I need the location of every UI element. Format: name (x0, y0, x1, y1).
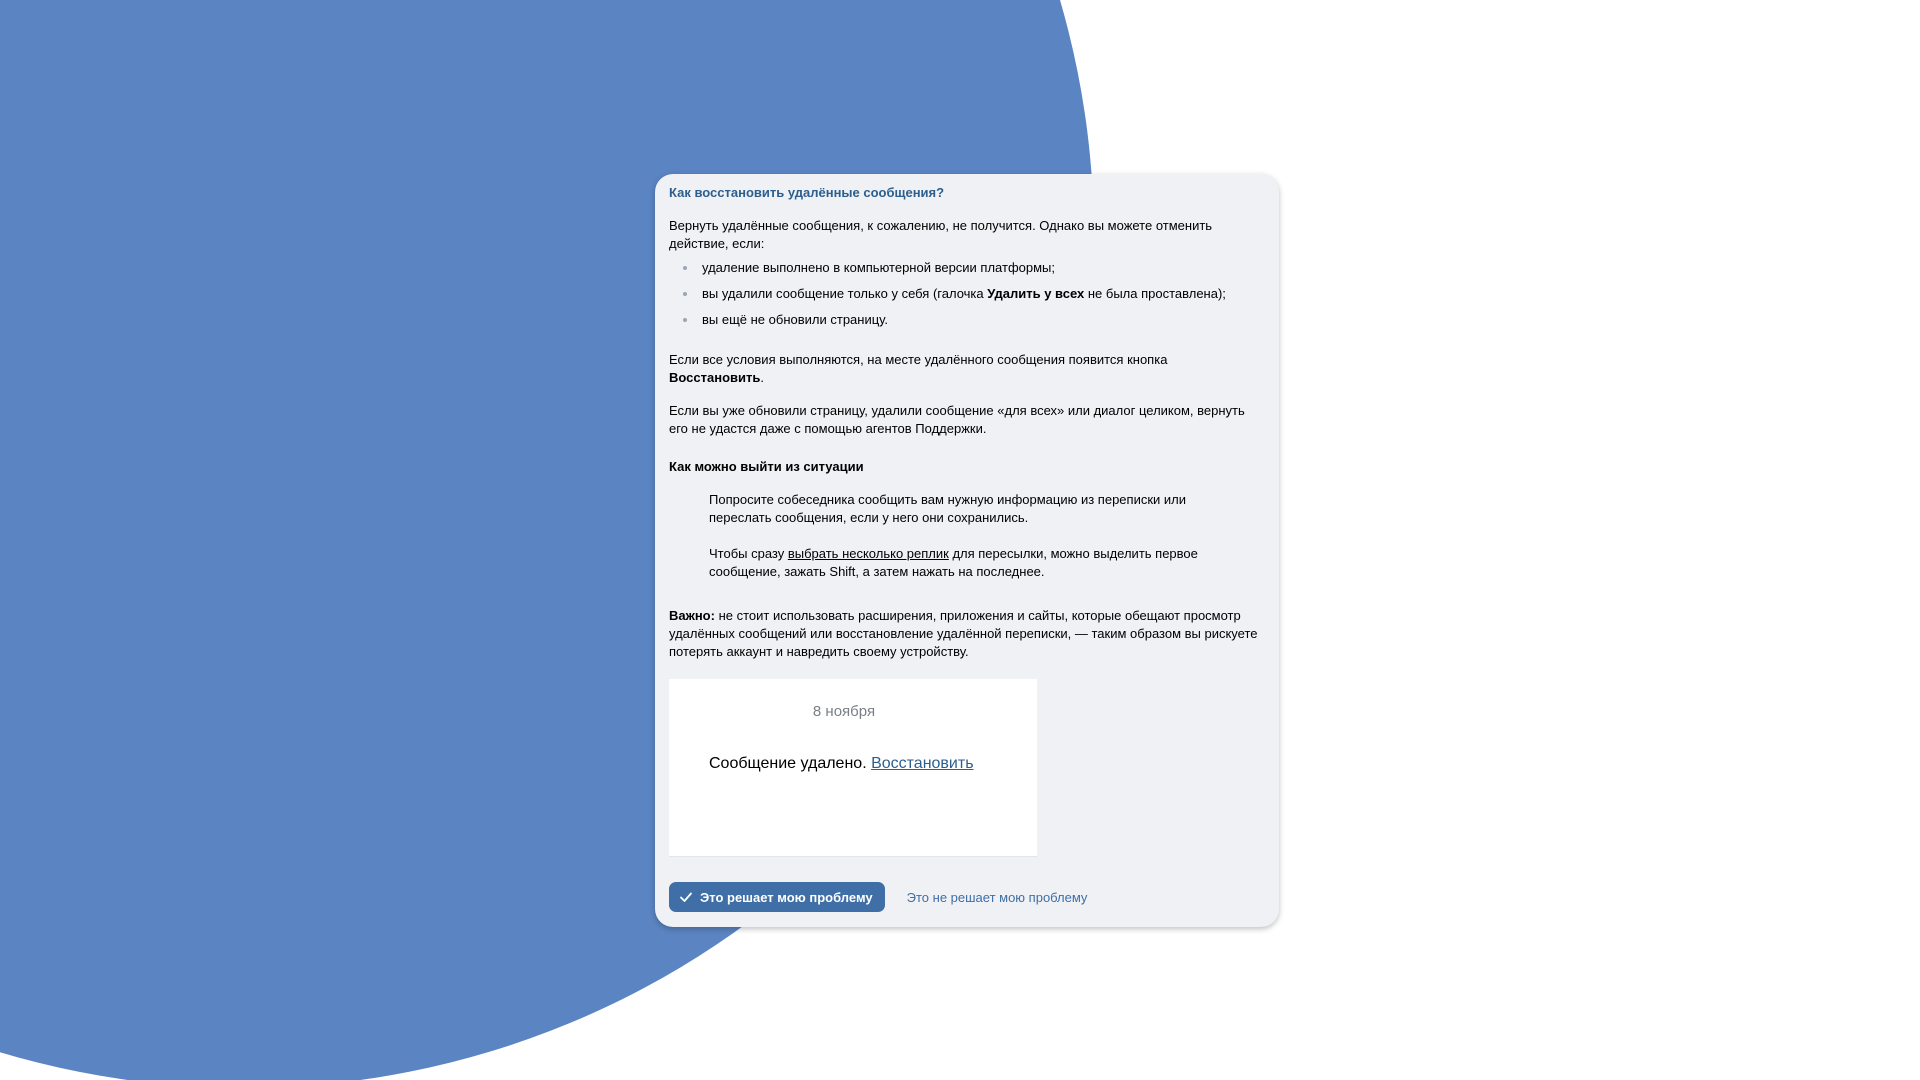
list-item (669, 311, 1265, 329)
condition-text-2-bold: Удалить у всех (987, 286, 1085, 301)
message-date: 8 ноября (812, 703, 876, 720)
tip-paragraph-1: Попросите собеседника сообщить вам нужную информацию из переписки или переслать сообщения, если у него они сохранились. (709, 492, 1186, 525)
restore-paragraph (669, 351, 1259, 387)
restore-paragraph-bold: Восстановить (669, 370, 761, 385)
restore-paragraph-text: Если все условия выполняются, на месте удалённого сообщения появится кнопка (669, 352, 1168, 367)
check-icon (679, 890, 693, 904)
tip-2-end: для пересылки, можно выделить первое сообщение, зажать Shift, а затем нажать на последнее. (709, 546, 1198, 579)
article-title: Как восстановить удалённые сообщения? (669, 185, 945, 200)
restore-link[interactable]: Восстановить (871, 755, 974, 772)
important-label: Важно: (669, 608, 715, 623)
important-note (669, 607, 1259, 661)
list-item (669, 259, 1265, 277)
restore-paragraph-end: . (760, 370, 764, 385)
not-solves-problem-button[interactable]: Это не решает мою проблему (906, 889, 1088, 905)
faq-card (655, 174, 1279, 927)
list-item (669, 285, 1265, 303)
select-multiple-link[interactable]: выбрать несколько реплик (787, 546, 949, 561)
intro-paragraph: Вернуть удалённые сообщения, к сожалению, не получится. Однако вы можете отменить действие, если: (669, 218, 1213, 251)
condition-text-3: вы ещё не обновили страницу. (702, 312, 888, 327)
solves-problem-button[interactable] (669, 882, 885, 912)
important-text: не стоит использовать расширения, приложения и сайты, которые обещают просмотр удалённых сообщений или восстановление удалённой переписки, — таким образом вы рискуете потерять аккаунт и навредить своему устройству. (669, 608, 1258, 659)
bullet-dot-icon (683, 292, 687, 296)
condition-text-2-start: вы удалили сообщение только у себя (галочка (702, 286, 988, 301)
tip-2-start: Чтобы сразу (709, 546, 788, 561)
solves-problem-label: Это решает мою проблему (700, 889, 873, 905)
condition-text-2-end: не была проставлена); (1084, 286, 1226, 301)
bullet-dot-icon (683, 266, 687, 270)
feedback-actions (669, 882, 1087, 912)
deleted-label: Сообщение удалено. (709, 755, 872, 772)
conditions-list (669, 259, 1265, 329)
deleted-message-illustration (669, 679, 1037, 857)
bullet-dot-icon (683, 318, 687, 322)
no-restore-paragraph: Если вы уже обновили страницу, удалили сообщение «для всех» или диалог целиком, вернуть его не удастся даже с помощью агентов Поддержки. (669, 403, 1245, 436)
section-heading: Как можно выйти из ситуации (669, 459, 864, 474)
tip-paragraph-2 (709, 545, 1229, 581)
condition-text-1: удаление выполнено в компьютерной версии платформы; (702, 260, 1056, 275)
deleted-message-text (709, 755, 974, 773)
tips-block (709, 491, 1229, 581)
